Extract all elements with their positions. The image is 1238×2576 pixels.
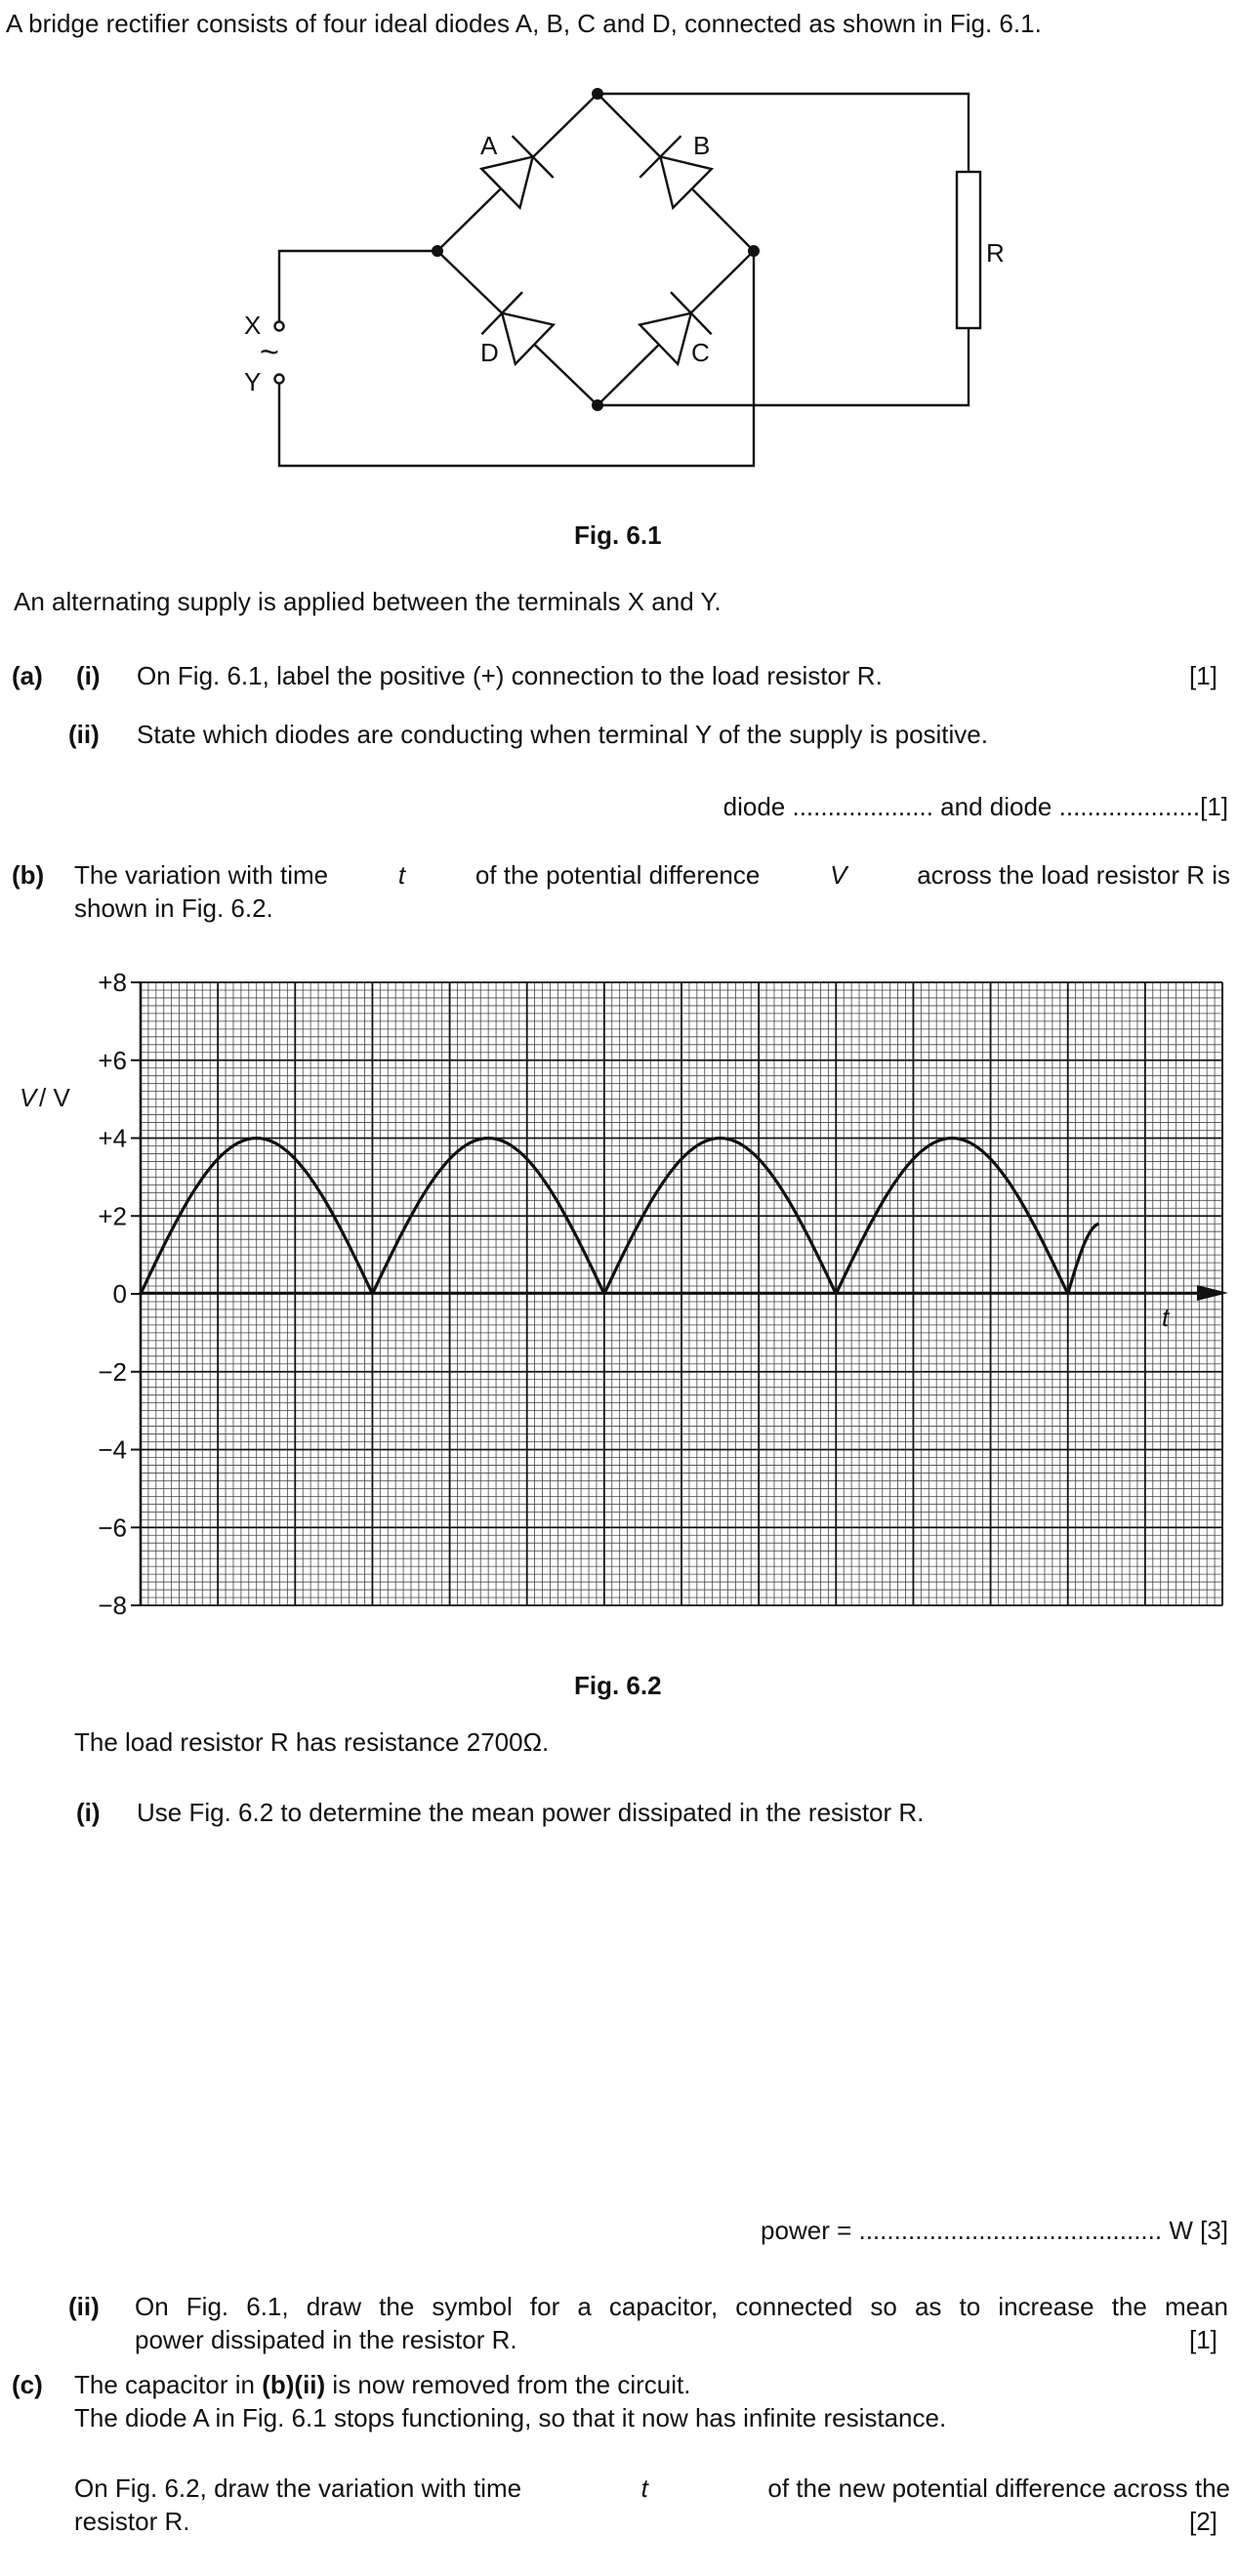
y-tick-label: +2 (98, 1201, 127, 1231)
y-axis-label-unit: / V (39, 1083, 70, 1112)
resistor-R (957, 172, 980, 328)
var-t: t (397, 860, 406, 890)
part-c-line3-post: of the new potential difference across the (767, 2473, 1230, 2503)
part-b-i-label: (i) (76, 1798, 101, 1827)
part-b-line1-post: across the load resistor R is (917, 860, 1230, 890)
resistance-text: The load resistor R has resistance 2700Ω. (74, 1727, 550, 1757)
node-left (432, 245, 443, 257)
part-b-i-answer-line[interactable]: power = ........................................... W [3] (761, 2216, 1228, 2245)
label-diode-D: D (480, 338, 499, 367)
part-b-label: (b) (12, 860, 45, 890)
voltage-time-graph (0, 957, 1238, 1621)
part-b-line1-mid: of the potential difference (475, 860, 761, 890)
part-a-ii-text: State which diodes are conducting when terminal Y of the supply is positive. (137, 720, 988, 749)
part-b-ii-label: (ii) (68, 2292, 100, 2321)
node-right (748, 245, 760, 257)
node-bottom (592, 399, 603, 411)
y-tick-label: +6 (98, 1045, 127, 1075)
label-diode-C: C (691, 338, 710, 367)
label-terminal-X: X (244, 311, 262, 340)
part-c-line4: resistor R. (74, 2507, 190, 2536)
part-c-label: (c) (12, 2370, 43, 2399)
part-a-i-label: (i) (76, 661, 101, 690)
wire-top-to-resistor (598, 94, 969, 172)
y-axis-label-var: V (20, 1083, 37, 1112)
part-c-line2: The diode A in Fig. 6.1 stops functioning, so that it now has infinite resistance. (74, 2403, 947, 2432)
wire-left-to-X (279, 251, 437, 322)
terminal-X (275, 322, 284, 331)
y-tick-label: +8 (98, 968, 127, 997)
fig-6-1-caption: Fig. 6.1 (574, 520, 662, 550)
y-tick-label: −6 (98, 1513, 127, 1543)
part-a-label: (a) (12, 661, 43, 690)
part-c-var-t: t (640, 2473, 648, 2503)
part-c-line1-post: is now removed from the circuit. (332, 2370, 691, 2399)
label-diode-B: B (693, 131, 711, 160)
part-b-ii-line1: On Fig. 6.1, draw the symbol for a capacitor, connected so as to increase the mean (135, 2292, 1228, 2321)
y-tick-label: 0 (112, 1279, 127, 1309)
part-c-marks: [2] (1189, 2507, 1217, 2536)
fig-6-2-caption: Fig. 6.2 (574, 1671, 662, 1700)
label-diode-A: A (480, 131, 498, 160)
part-c-line1 (74, 2369, 690, 2400)
node-top (592, 88, 603, 100)
part-b-i-text: Use Fig. 6.2 to determine the mean power dissipated in the resistor R. (137, 1798, 925, 1827)
y-axis-label (20, 1083, 70, 1112)
part-a-ii-label: (ii) (68, 720, 100, 749)
part-b-line1-pre: The variation with time (74, 860, 329, 890)
y-tick-label: −8 (98, 1591, 127, 1620)
intro-text: A bridge rectifier consists of four ideal diodes A, B, C and D, connected as shown in Fig. 6.1. (6, 9, 1042, 38)
var-V: V (830, 860, 847, 890)
part-a-ii-answer-line[interactable]: diode .................... and diode ....................[1] (722, 792, 1228, 821)
part-b-line2: shown in Fig. 6.2. (74, 893, 273, 923)
terminal-Y (275, 375, 284, 384)
part-c-line3-pre: On Fig. 6.2, draw the variation with time (74, 2473, 522, 2503)
y-tick-label: +4 (98, 1123, 127, 1153)
y-tick-label: −2 (98, 1356, 127, 1387)
part-b-line1 (74, 859, 1230, 891)
part-b-ii-line2: power dissipated in the resistor R. (135, 2325, 517, 2354)
ac-symbol: ~ (260, 334, 279, 371)
part-a-i-text: On Fig. 6.1, label the positive (+) connection to the load resistor R. (137, 661, 883, 690)
supply-text: An alternating supply is applied between the terminals X and Y. (14, 587, 722, 616)
y-tick-label: −4 (98, 1434, 127, 1465)
part-a-i-marks: [1] (1189, 661, 1217, 690)
label-resistor-R: R (986, 238, 1005, 268)
bridge-rectifier-circuit (0, 59, 1238, 488)
part-b-ii-marks: [1] (1189, 2325, 1217, 2354)
y-axis-ticks (98, 968, 141, 1620)
part-c-line3 (74, 2472, 1230, 2504)
part-c-line1-pre: The capacitor in (74, 2370, 255, 2399)
part-c-line1-ref: (b)(ii) (262, 2370, 326, 2399)
label-terminal-Y: Y (244, 367, 262, 396)
x-axis-arrowhead (1197, 1285, 1228, 1301)
x-axis-label-t: t (1162, 1303, 1170, 1332)
